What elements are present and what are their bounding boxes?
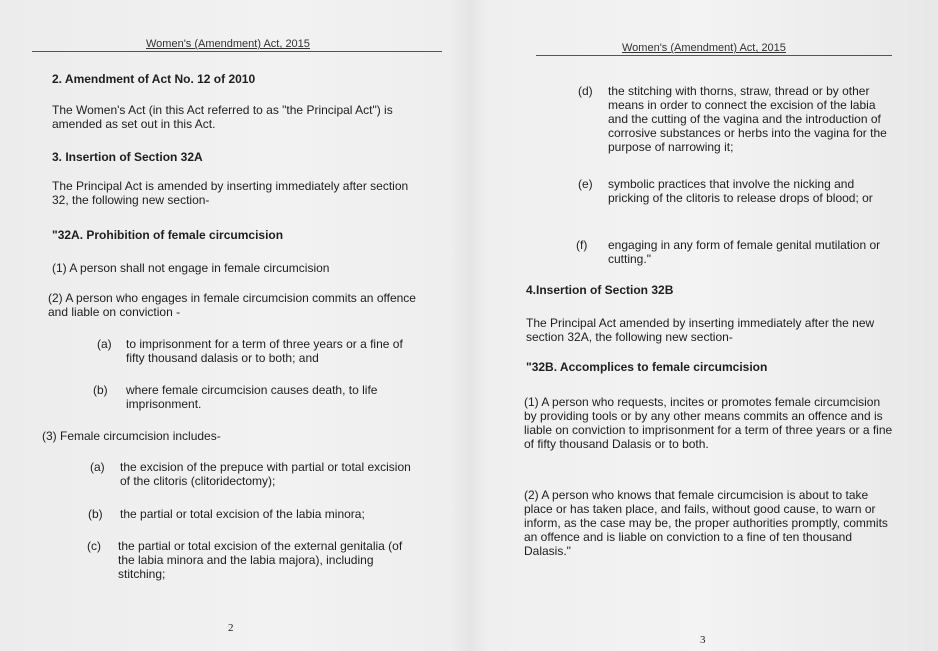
s32a-p3-c-label: (c) xyxy=(87,539,101,553)
section-32a-heading: "32A. Prohibition of female circumcision xyxy=(52,228,284,242)
right-header: Women's (Amendment) Act, 2015 xyxy=(622,42,786,54)
right-header-rule xyxy=(536,55,892,56)
s32a-paragraph-3: (3) Female circumcision includes- xyxy=(42,429,221,443)
s32a-p2-b-text: where female circumcision causes death, to life imprisonment. xyxy=(126,383,378,411)
s32a-paragraph-2: (2) A person who engages in female circumcision commits an offence and liable on conviction - xyxy=(48,291,416,319)
item-f-text: engaging in any form of female genital mutilation or cutting." xyxy=(608,238,881,266)
left-header: Women's (Amendment) Act, 2015 xyxy=(146,38,310,50)
item-d-text: the stitching with thorns, straw, thread or by other means in order to connect the excision of the labia and the cutting of the vagina and the introduction of corrosive substances or herbs into the vagina for the purpose of narrowing it; xyxy=(608,84,887,154)
s32a-p3-a-label: (a) xyxy=(90,460,105,474)
s32b-paragraph-2: (2) A person who knows that female circumcision is about to take place or has taken place, and fails, without good cause, to warn or inform, as the case may be, the proper authorities promptly, commits an offence and is liable on conviction to a fine of ten thousand Dalasis." xyxy=(524,488,888,558)
s32a-paragraph-1: (1) A person shall not engage in female circumcision xyxy=(52,261,330,275)
s32a-p2-b-label: (b) xyxy=(93,383,108,397)
section-2-text: The Women's Act (in this Act referred to as "the Principal Act") is amended as set out in this Act. xyxy=(52,103,393,131)
left-header-rule xyxy=(32,51,442,52)
section-4-heading: 4.Insertion of Section 32B xyxy=(526,283,674,297)
item-f-label: (f) xyxy=(576,238,588,252)
s32a-p3-b-label: (b) xyxy=(88,507,103,521)
s32a-p2-a-label: (a) xyxy=(97,337,112,351)
section-2-heading: 2. Amendment of Act No. 12 of 2010 xyxy=(52,72,256,86)
item-d-label: (d) xyxy=(578,84,593,98)
right-page xyxy=(470,0,938,651)
section-3-heading: 3. Insertion of Section 32A xyxy=(52,150,203,164)
s32b-paragraph-1: (1) A person who requests, incites or promotes female circumcision by providing tools or by any other means commits an offence and is liable on conviction to imprisonment for a term of three years or a fine of fifty thousand Dalasis or to both. xyxy=(524,395,893,451)
s32a-p3-a-text: the excision of the prepuce with partial or total excision of the clitoris (clitoridectomy); xyxy=(120,460,411,488)
item-e-label: (e) xyxy=(578,177,593,191)
s32a-p3-c-text: the partial or total excision of the external genitalia (of the labia minora and the labia majora), including stitching; xyxy=(118,539,403,581)
section-3-text: The Principal Act is amended by inserting immediately after section 32, the following new section- xyxy=(52,179,409,207)
section-4-text: The Principal Act amended by inserting immediately after the new section 32A, the following new section- xyxy=(526,316,875,344)
section-32b-heading: "32B. Accomplices to female circumcision xyxy=(526,360,768,374)
left-page-number: 2 xyxy=(228,622,234,634)
s32a-p2-a-text: to imprisonment for a term of three years or a fine of fifty thousand dalasis or to both; and xyxy=(126,337,403,365)
left-page xyxy=(0,0,468,651)
item-e-text: symbolic practices that involve the nicking and pricking of the clitoris to release drops of blood; or xyxy=(608,177,873,205)
right-page-number: 3 xyxy=(700,634,706,646)
s32a-p3-b-text: the partial or total excision of the labia minora; xyxy=(120,507,365,521)
